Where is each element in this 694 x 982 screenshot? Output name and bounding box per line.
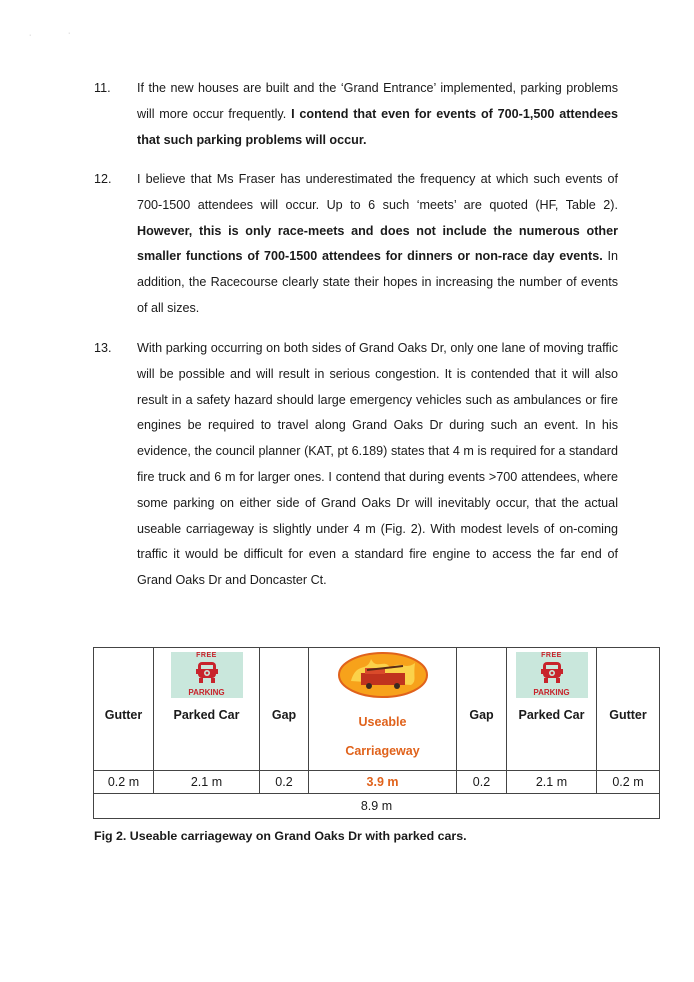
- value-gutter-left: 0.2 m: [94, 771, 154, 794]
- useable-label-line2: Carriageway: [345, 744, 420, 758]
- paragraph-text: In addition, the Racecourse clearly state their hopes in increasing the number of events of all sizes.: [137, 249, 618, 315]
- header-useable-carriageway: [309, 702, 457, 771]
- scan-artifact: ·: [68, 30, 71, 37]
- free-parking-sign-icon: [171, 652, 243, 698]
- paragraph-body: [137, 336, 618, 594]
- icon-row: [94, 648, 660, 703]
- paragraph-13: [94, 336, 618, 594]
- scan-artifact: ·: [29, 32, 32, 39]
- paragraph-text: With parking occurring on both sides of Grand Oaks Dr, only one lane of moving traffic will be possible and will result in serious congestion. It is contended that it will also result in a safety hazard should large emergency vehicles such as ambulances or fire engines be required to travel along Grand Oaks Dr during such an event. In his evidence, the council planner (KAT, pt 6.189) states that 4 m is required for a standard fire truck and 6 m for larger ones. I contend that during events >700 attendees, where some parking on either side of Grand Oaks Dr will inevitably occur, that the actual useable carriageway is slightly under 4 m (Fig. 2). With modest levels of on-coming traffic it would be difficult for even a standard fire engine to access the far end of Grand Oaks Dr and Doncaster Ct.: [137, 341, 618, 588]
- header-parked-car-left: Parked Car: [154, 702, 260, 771]
- sign-parking-label: PARKING: [188, 688, 225, 697]
- cell-empty: [457, 648, 507, 703]
- sign-parking-label: PARKING: [533, 688, 570, 697]
- value-gutter-right: 0.2 m: [597, 771, 660, 794]
- value-parked-car-right: 2.1 m: [507, 771, 597, 794]
- figure-caption: Fig 2. Useable carriageway on Grand Oaks Dr with parked cars.: [94, 829, 467, 843]
- car-icon: [195, 660, 219, 686]
- paragraph-body: [137, 167, 618, 322]
- value-row: [94, 771, 660, 794]
- paragraph-text: I believe that Ms Fraser has underestimated the frequency at which such events of 700-1500 attendees will occur. Up to 6 such ‘meets’ are quoted (HF, Table 2).: [137, 172, 618, 212]
- label-row: [94, 702, 660, 771]
- cell-parking-sign-right: [507, 648, 597, 703]
- paragraph-number: 13.: [94, 341, 112, 355]
- value-gap-right: 0.2: [457, 771, 507, 794]
- value-parked-car-left: 2.1 m: [154, 771, 260, 794]
- header-gap-left: Gap: [260, 702, 309, 771]
- sign-free-label: FREE: [196, 652, 217, 659]
- header-gutter-right: Gutter: [597, 702, 660, 771]
- paragraph-body: [137, 76, 618, 153]
- paragraph-text: If the new houses are built and the ‘Grand Entrance’ implemented, parking problems will more occur frequently.: [137, 81, 618, 121]
- cell-fire-sign: [309, 648, 457, 703]
- value-useable-carriageway: 3.9 m: [309, 771, 457, 794]
- total-row: [94, 794, 660, 819]
- header-gutter-left: Gutter: [94, 702, 154, 771]
- header-parked-car-right: Parked Car: [507, 702, 597, 771]
- sign-free-label: FREE: [541, 652, 562, 659]
- cell-empty: [94, 648, 154, 703]
- paragraph-bold-text: However, this is only race-meets and does not include the numerous other smaller functions of 700-1500 attendees for dinners or non-race day events.: [137, 223, 618, 264]
- useable-label-line1: Useable: [358, 715, 407, 729]
- value-total-width: 8.9 m: [94, 794, 660, 819]
- paragraph-12: [94, 167, 618, 322]
- cell-empty: [597, 648, 660, 703]
- paragraph-number: 12.: [94, 172, 112, 186]
- paragraph-bold-text: I contend that even for events of 700-1,500 attendees that such parking problems will occur.: [137, 106, 618, 147]
- value-gap-left: 0.2: [260, 771, 309, 794]
- paragraph-11: [94, 76, 618, 153]
- paragraph-number: 11.: [94, 81, 111, 95]
- header-gap-right: Gap: [457, 702, 507, 771]
- car-icon: [540, 660, 564, 686]
- cell-empty: [260, 648, 309, 703]
- free-parking-sign-icon: [516, 652, 588, 698]
- fire-engine-sign-icon: [337, 651, 429, 699]
- carriageway-table: [93, 647, 660, 819]
- cell-parking-sign-left: [154, 648, 260, 703]
